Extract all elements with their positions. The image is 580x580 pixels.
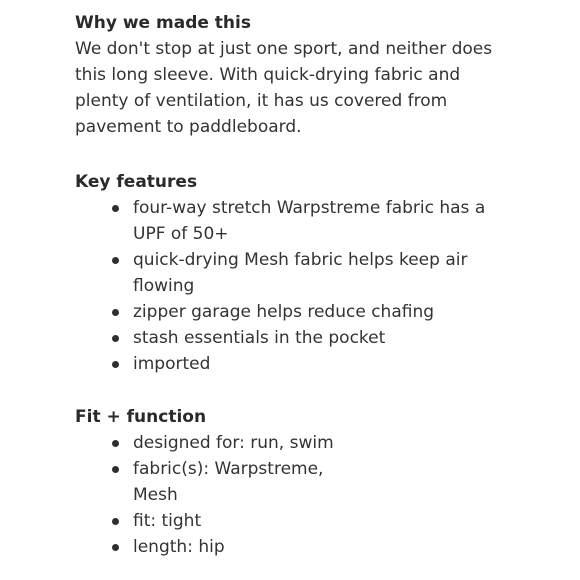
fit-function-list bbox=[75, 430, 515, 560]
why-line: We don't stop at just one sport, and neither does bbox=[75, 39, 493, 59]
why-we-made-this-text bbox=[75, 36, 515, 140]
bullet-icon bbox=[112, 466, 119, 473]
key-features-section bbox=[75, 169, 515, 377]
why-line: this long sleeve. With quick-drying fabric and bbox=[75, 65, 461, 85]
why-we-made-this-section bbox=[75, 10, 515, 140]
fit-function-section bbox=[75, 404, 515, 560]
bullet-icon bbox=[112, 544, 119, 551]
list-item-text: four-way stretch Warpstreme fabric has a UPF of 50+ bbox=[133, 198, 486, 244]
list-item-text: quick-drying Mesh fabric helps keep air flowing bbox=[133, 250, 468, 296]
key-features-heading: Key features bbox=[75, 172, 198, 192]
fit-function-heading: Fit + function bbox=[75, 407, 207, 427]
list-item bbox=[75, 325, 515, 351]
key-features-list bbox=[75, 195, 515, 377]
list-item bbox=[75, 299, 515, 325]
why-line: pavement to paddleboard. bbox=[75, 117, 302, 137]
why-we-made-this-heading: Why we made this bbox=[75, 13, 251, 33]
bullet-icon bbox=[112, 335, 119, 342]
list-item bbox=[75, 534, 373, 560]
bullet-icon bbox=[112, 440, 119, 447]
list-item bbox=[75, 195, 515, 247]
list-item-text: stash essentials in the pocket bbox=[133, 328, 386, 348]
list-item bbox=[75, 247, 515, 299]
list-item-text: zipper garage helps reduce chafing bbox=[133, 302, 435, 322]
bullet-icon bbox=[112, 205, 119, 212]
list-item-text: imported bbox=[133, 354, 211, 374]
bullet-icon bbox=[112, 309, 119, 316]
list-item-text: fit: tight bbox=[133, 511, 202, 531]
why-line: plenty of ventilation, it has us covered from bbox=[75, 91, 448, 111]
list-item-text: fabric(s): Warpstreme, Mesh bbox=[133, 459, 324, 505]
list-item-text: designed for: run, swim bbox=[133, 433, 334, 453]
bullet-icon bbox=[112, 257, 119, 264]
bullet-icon bbox=[112, 518, 119, 525]
list-item bbox=[75, 351, 515, 377]
list-item bbox=[75, 430, 373, 456]
bullet-icon bbox=[112, 361, 119, 368]
list-item bbox=[75, 508, 373, 534]
list-item-text: length: hip bbox=[133, 537, 225, 557]
list-item bbox=[75, 456, 373, 508]
